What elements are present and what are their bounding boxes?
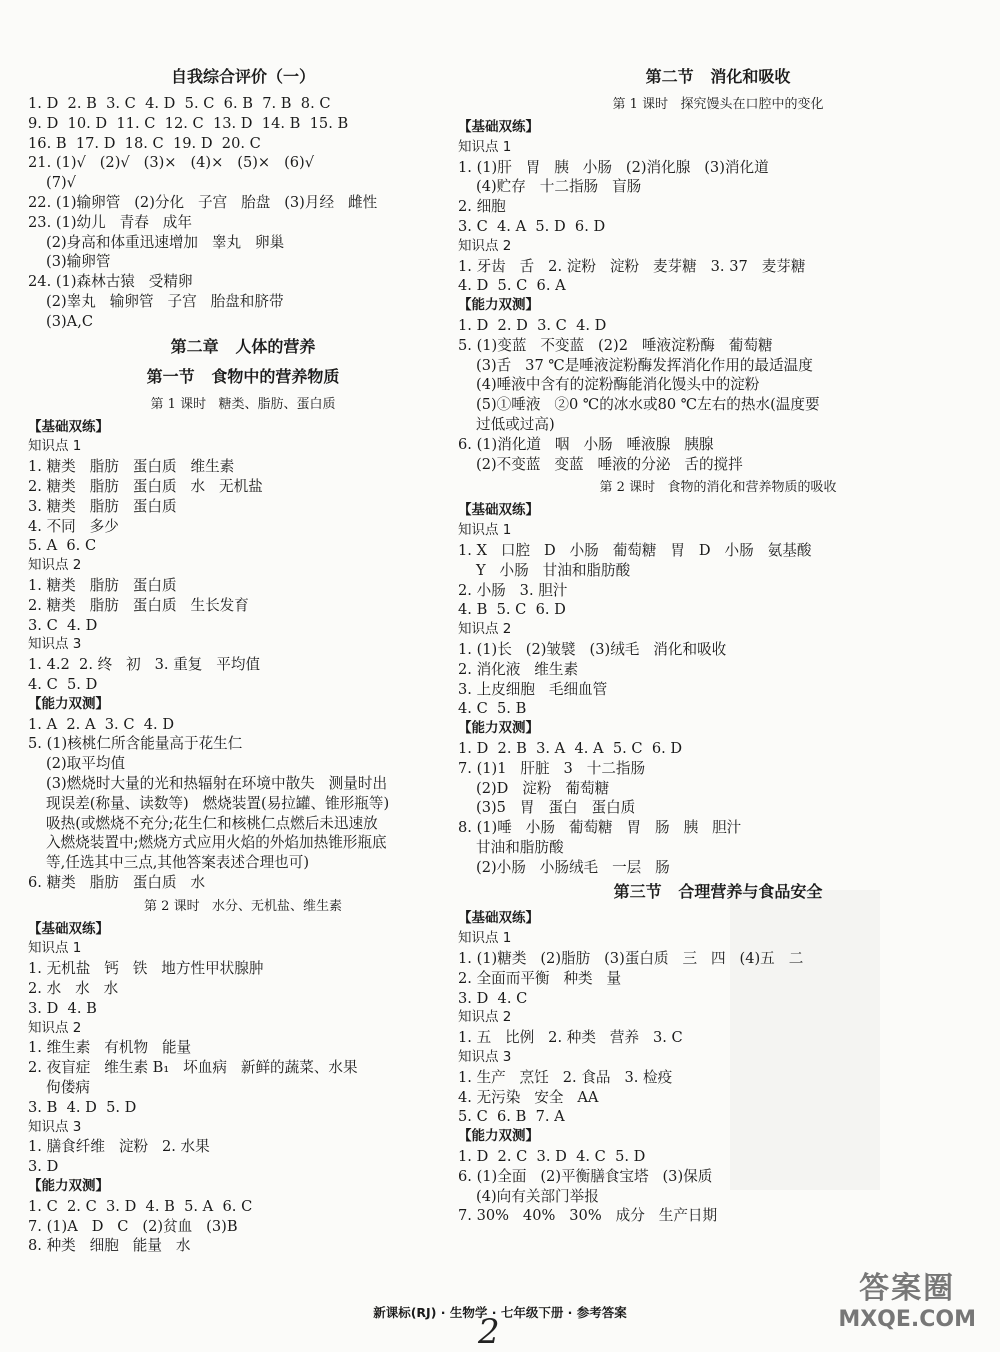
answer-line: 1. (1)肝 胃 胰 小肠 (2)消化腺 (3)消化道 [458,158,769,176]
answer-line: 1. D 2. C 3. D 4. C 5. D [458,1148,646,1166]
lesson-heading: 第 1 课时 糖类、脂肪、蛋白质 [150,396,336,412]
answer-line: 2. 小肠 3. 胆汁 [458,581,568,599]
answer-line-continued: (3)5 胃 蛋白 蛋白质 [476,799,636,817]
answer-line: 3. C 4. A 5. D 6. D [458,217,606,235]
knowledge-point-label: 知识点 2 [28,557,82,574]
answer-line: 3. C 4. D [28,616,98,634]
answer-line: 21. (1)√ (2)√ (3)× (4)× (5)× (6)√ [28,154,315,172]
answer-line-continued: (4)向有关部门举报 [476,1187,599,1205]
answer-line: 1. 维生素 有机物 能量 [28,1039,192,1057]
watermark-site: MXQE.COM [838,1307,976,1332]
answer-line-continued: (3)舌 37 ℃是唾液淀粉酶发挥消化作用的最适温度 [476,356,813,374]
answer-line: 8. (1)唾 小肠 葡萄糖 胃 肠 胰 胆汁 [458,819,742,837]
answer-line: 2. 水 水 水 [28,980,119,998]
answer-line: 1. 糖类 脂肪 蛋白质 维生素 [28,458,235,476]
watermark [838,1263,976,1332]
answer-line: 9. D 10. D 11. C 12. C 13. D 14. B 15. B [28,114,349,132]
answer-line: 2. 全面而平衡 种类 量 [458,969,622,987]
knowledge-point-label: 知识点 2 [28,1019,82,1036]
knowledge-point-label: 知识点 2 [458,621,512,638]
answer-line: 1. 糖类 脂肪 蛋白质 [28,576,177,594]
answer-line: 2. 细胞 [458,198,506,216]
exercise-tag: 【基础双练】 [458,910,539,927]
answer-line: 4. D 5. C 6. A [458,277,566,295]
knowledge-point-label: 知识点 1 [28,438,82,455]
answer-line: 8. 种类 细胞 能量 水 [28,1237,191,1255]
answer-line: 16. B 17. D 18. C 19. D 20. C [28,134,261,152]
answer-line-continued: (3)输卵管 [46,253,111,271]
page-number: 2 [478,1312,500,1352]
answer-line: 2. 糖类 脂肪 蛋白质 生长发育 [28,596,249,614]
answer-line: 3. 糖类 脂肪 蛋白质 [28,497,177,515]
answer-line-continued: (2)睾丸 输卵管 子宫 胎盘和脐带 [46,292,284,310]
exercise-tag: 【能力双测】 [458,297,539,314]
knowledge-point-label: 知识点 1 [458,522,512,539]
knowledge-point-label: 知识点 1 [28,940,82,957]
answer-line: 1. A 2. A 3. C 4. D [28,715,175,733]
answer-line-continued: (2)不变蓝 变蓝 唾液的分泌 舌的搅拌 [476,455,743,473]
answer-line: 24. (1)森林古猿 受精卵 [28,273,193,291]
answer-line-continued: (2)D 淀粉 葡萄糖 [476,779,610,797]
lesson-heading: 第 2 课时 食物的消化和营养物质的吸收 [599,480,837,496]
answer-line-continued: (3)燃烧时大量的光和热辐射在环境中散失 测量时出 [46,774,388,792]
answer-line-continued: (7)√ [46,174,76,192]
answer-line-continued: (5)①唾液 ②0 ℃的冰水或80 ℃左右的热水(温度要 [476,396,820,414]
answer-line: 1. D 2. B 3. A 4. A 5. C 6. D [458,739,683,757]
exercise-tag: 【能力双测】 [458,720,539,737]
answer-line: 1. (1)糖类 (2)脂肪 (3)蛋白质 三 四 (4)五 二 [458,950,804,968]
answer-line-continued: 入燃烧装置中;燃烧方式应用火焰的外焰加热锥形瓶底 [46,834,387,852]
exercise-tag: 【能力双测】 [458,1128,539,1145]
answer-line: 1. 牙齿 舌 2. 淀粉 淀粉 麦芽糖 3. 37 麦芽糖 [458,257,806,275]
answer-line: 22. (1)输卵管 (2)分化 子宫 胎盘 (3)月经 雌性 [28,193,378,211]
answer-line: 1. 膳食纤维 淀粉 2. 水果 [28,1138,210,1156]
answer-line: 23. (1)幼儿 青春 成年 [28,213,192,231]
answer-line-continued: (4)贮存 十二指肠 盲肠 [476,178,642,196]
answer-line: 7. (1)1 肝脏 3 十二指肠 [458,759,646,777]
section-heading: 自我综合评价（一） [170,67,315,86]
answer-line: 4. 不同 多少 [28,517,119,535]
answer-line: 2. 消化液 维生素 [458,660,579,678]
answer-line: 1. 无机盐 钙 铁 地方性甲状腺肿 [28,960,264,978]
exercise-tag: 【能力双测】 [28,695,109,712]
answer-line: 6. (1)全面 (2)平衡膳食宝塔 (3)保质 [458,1167,713,1185]
answer-line-continued: 佝偻病 [46,1079,90,1097]
exercise-tag: 【基础双练】 [458,502,539,519]
answer-line: 1. (1)长 (2)皱襞 (3)绒毛 消化和吸收 [458,640,727,658]
answer-line-continued: (2)身高和体重迅速增加 睾丸 卵巢 [46,233,285,251]
exercise-tag: 【能力双测】 [28,1178,109,1195]
answer-line: 1. 4.2 2. 终 初 3. 重复 平均值 [28,656,261,674]
answer-line: 1. X 口腔 D 小肠 葡萄糖 胃 D 小肠 氨基酸 [458,541,812,559]
answer-line: 4. C 5. B [458,700,527,718]
watermark-logo: 答案圈 [859,1271,956,1306]
answer-line: 5. A 6. C [28,537,97,555]
answer-line: 6. (1)消化道 咽 小肠 唾液腺 胰腺 [458,435,714,453]
answer-line-continued: 等,任选其中三点,其他答案表述合理也可) [46,854,310,872]
answer-line: 4. 无污染 安全 AA [458,1088,599,1106]
exercise-tag: 【基础双练】 [28,418,109,435]
lesson-heading: 第 1 课时 探究馒头在口腔中的变化 [612,97,824,112]
answer-line: 3. D [28,1158,59,1176]
answer-line-continued: (2)取平均值 [46,755,126,773]
section-heading: 第三节 合理营养与食品安全 [613,882,823,902]
answer-line: 2. 糖类 脂肪 蛋白质 水 无机盐 [28,477,263,495]
section-heading: 第二节 消化和吸收 [645,67,791,86]
knowledge-point-label: 知识点 2 [458,237,512,254]
answer-line: 4. C 5. D [28,675,98,693]
answer-line-continued: (3)A,C [46,312,94,330]
knowledge-point-label: 知识点 1 [458,138,512,155]
answer-line-continued: Y 小肠 甘油和脂肪酸 [476,561,631,579]
section-heading: 第二章 人体的营养 [170,336,316,356]
answer-line: 1. 生产 烹饪 2. 食品 3. 检疫 [458,1068,673,1086]
answer-line: 3. D 4. B [28,999,97,1017]
answer-line: 5. C 6. B 7. A [458,1108,565,1126]
answer-line: 7. (1)A D C (2)贫血 (3)B [28,1217,238,1235]
knowledge-point-label: 知识点 3 [28,1118,82,1135]
answer-line: 1. D 2. B 3. C 4. D 5. C 6. B 7. B 8. C [28,95,331,112]
answer-line-continued: 甘油和脂肪酸 [476,838,564,856]
answer-line: 1. 五 比例 2. 种类 营养 3. C [458,1029,683,1047]
knowledge-point-label: 知识点 2 [458,1009,512,1026]
page-footer: 新课标(RJ) · 生物学 · 七年级下册 · 参考答案 [373,1305,627,1320]
knowledge-point-label: 知识点 3 [458,1049,512,1066]
answer-line: 6. 糖类 脂肪 蛋白质 水 [28,873,206,891]
answer-line: 1. D 2. D 3. C 4. D [458,316,607,334]
section-heading: 第一节 食物中的营养物质 [146,366,340,386]
answer-column-left [28,62,458,1256]
answer-line: 5. (1)变蓝 不变蓝 (2)2 唾液淀粉酶 葡萄糖 [458,336,773,354]
answer-line: 5. (1)核桃仁所含能量高于花生仁 [28,735,243,753]
answer-line-continued: (4)唾液中含有的淀粉酶能消化馒头中的淀粉 [476,376,760,394]
answer-line: 3. D 4. C [458,989,528,1007]
knowledge-point-label: 知识点 3 [28,636,82,653]
answer-line: 4. B 5. C 6. D [458,601,566,619]
exercise-tag: 【基础双练】 [28,920,109,937]
answer-line: 2. 夜盲症 维生素 B₁ 坏血病 新鲜的蔬菜、水果 [28,1059,358,1077]
answer-line: 3. 上皮细胞 毛细血管 [458,680,608,698]
answer-line-continued: (2)小肠 小肠绒毛 一层 肠 [476,858,670,876]
answer-line-continued: 现误差(称量、读数等) 燃烧装置(易拉罐、锥形瓶等) [46,794,390,812]
knowledge-point-label: 知识点 1 [458,930,512,947]
exercise-tag: 【基础双练】 [458,119,539,135]
answer-line: 1. C 2. C 3. D 4. B 5. A 6. C [28,1197,253,1215]
answer-line-continued: 吸热(或燃烧不充分;花生仁和核桃仁点燃后未迅速放 [46,814,378,832]
lesson-heading: 第 2 课时 水分、无机盐、维生素 [144,898,342,914]
answer-line: 7. 30% 40% 30% 成分 生产日期 [458,1207,718,1225]
answer-line-continued: 过低或过高) [476,415,555,433]
answer-line: 3. B 4. D 5. D [28,1098,137,1116]
answer-column-right [458,62,978,1226]
